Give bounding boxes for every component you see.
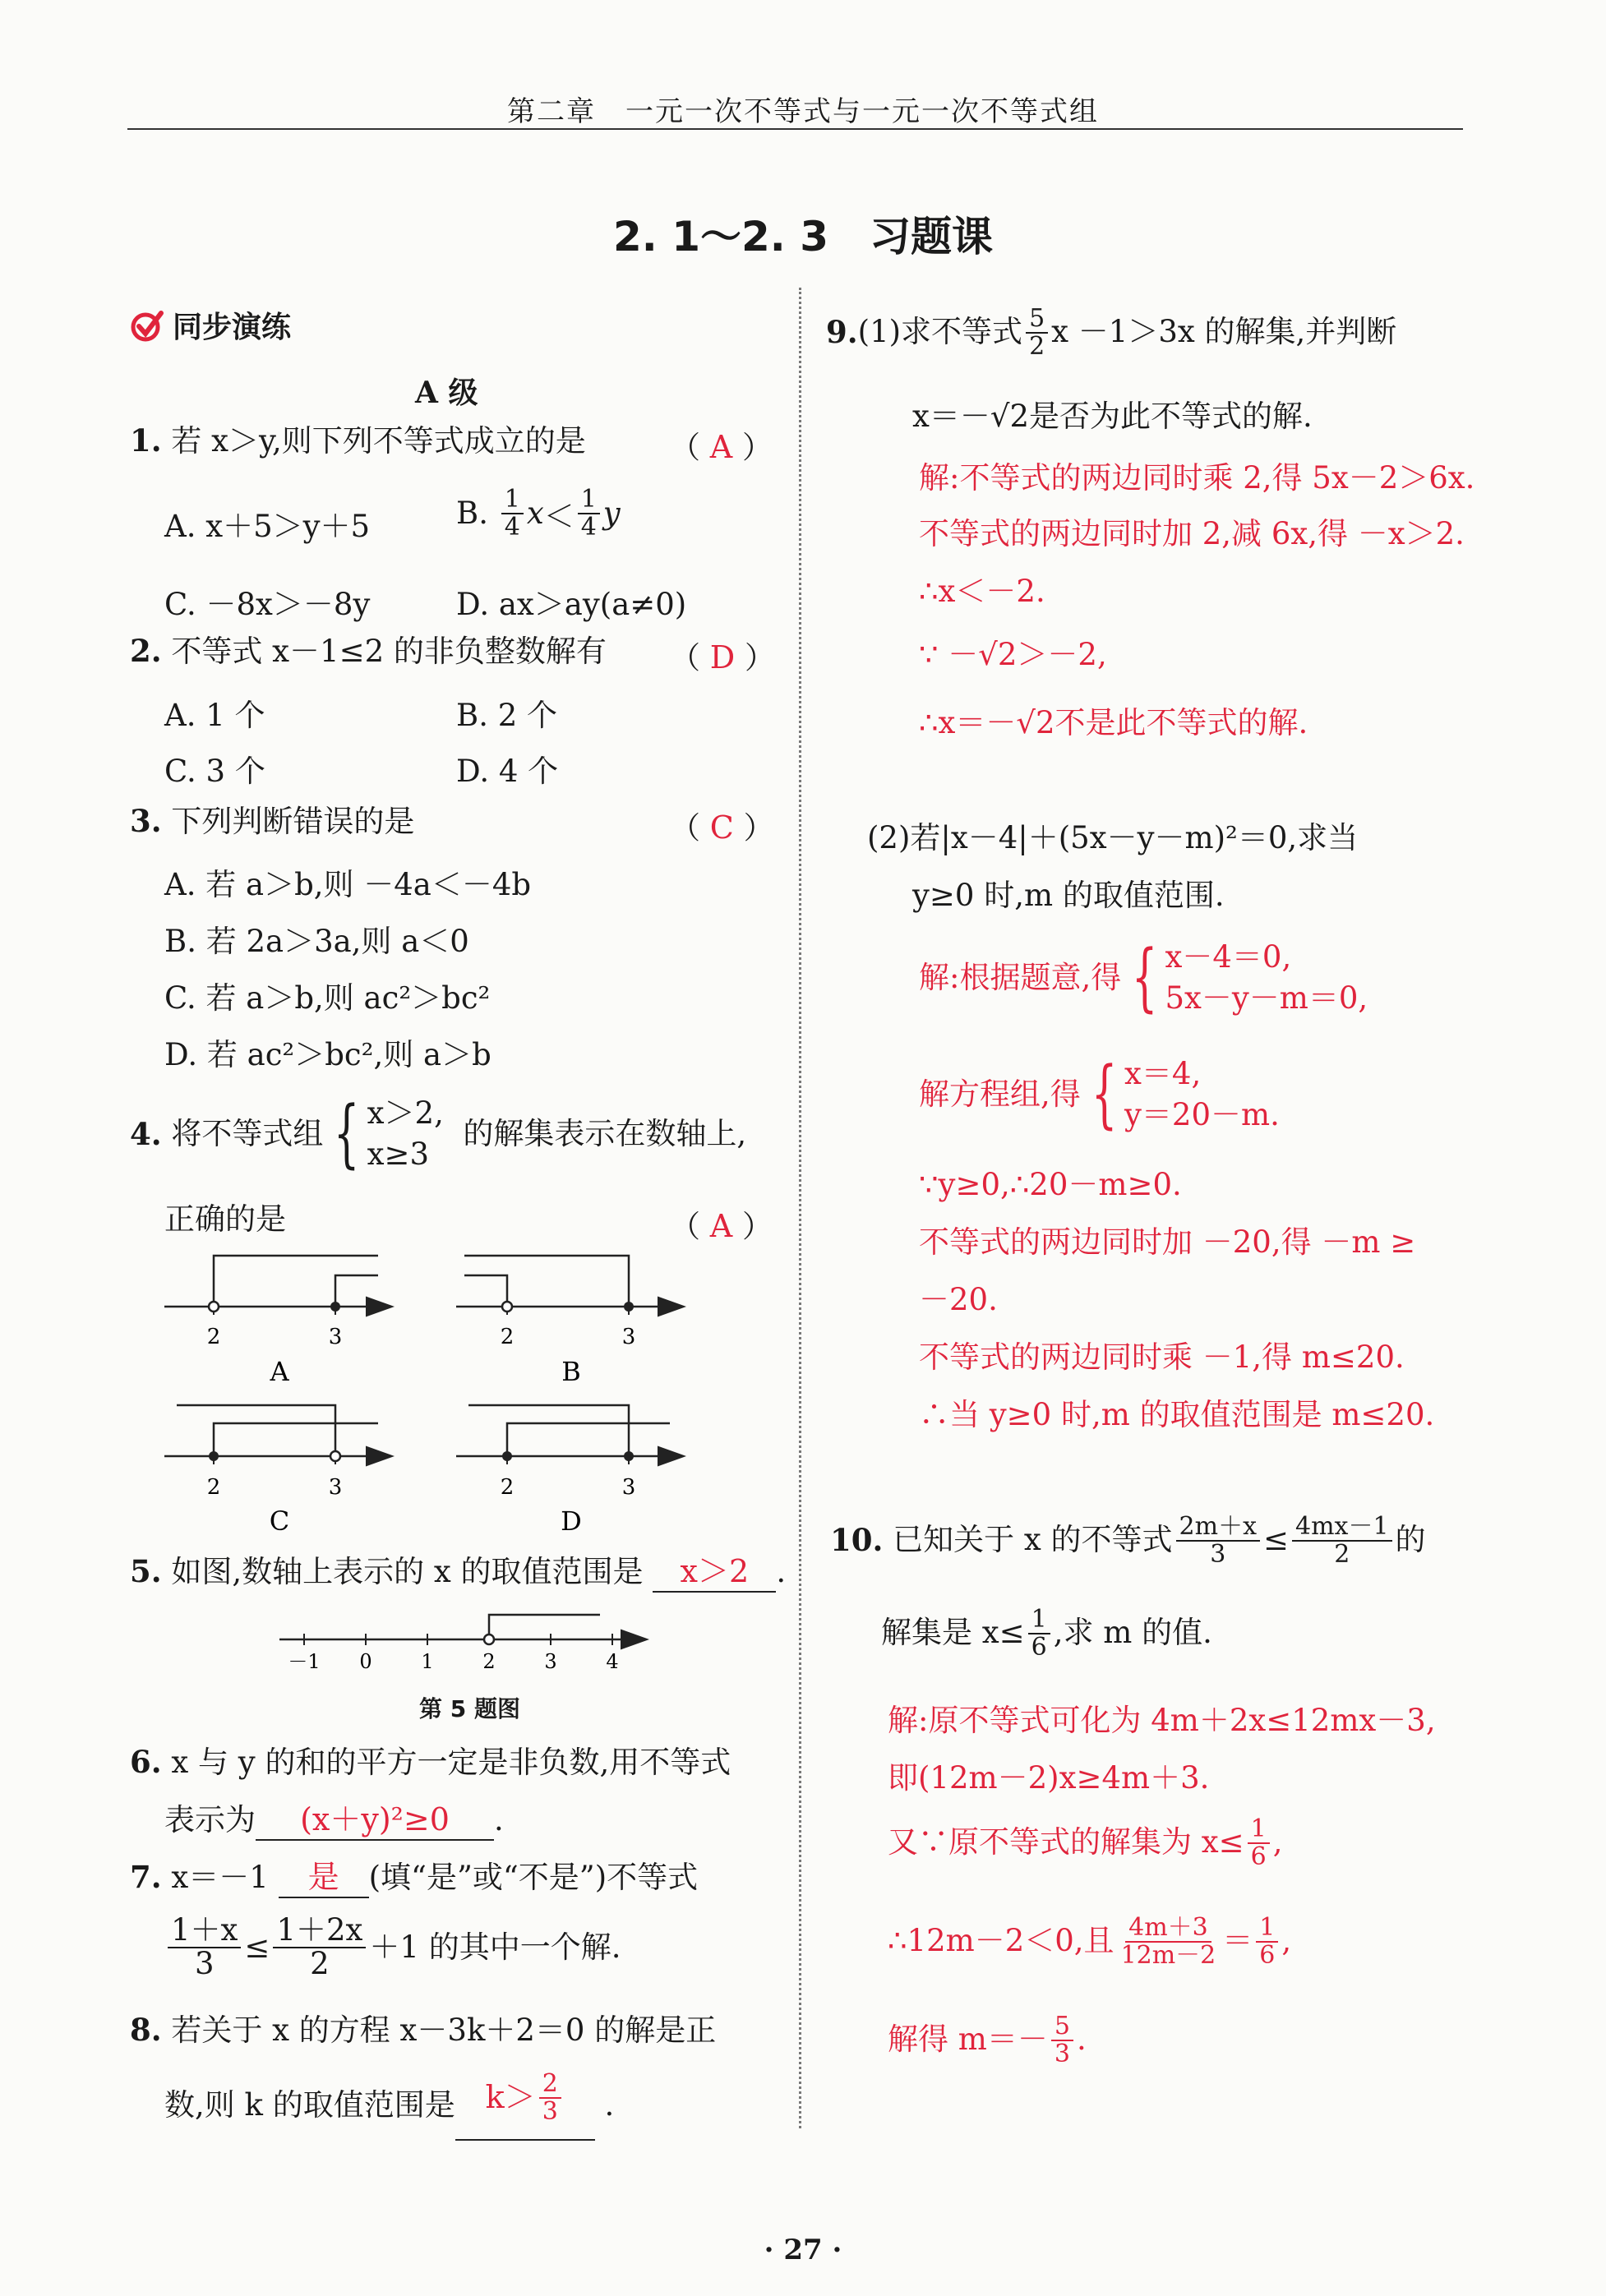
q9-solution-1-line: 不等式的两边同时加 2,减 6x,得 －x＞2.: [919, 516, 1465, 551]
q4-figure-b: [456, 1256, 682, 1387]
q3-stem: [130, 803, 414, 840]
q4-figure-d: [456, 1405, 682, 1537]
q7-text-a: x＝－1: [171, 1860, 269, 1895]
q9-solution-2a-pre: 解:根据题意,得: [919, 959, 1122, 995]
q9-part2-line-1: (2)若|x－4|＋(5x－y－m)²＝0,求当: [867, 820, 1359, 855]
q8-stem: [130, 2012, 716, 2049]
q1-number: 1.: [130, 422, 162, 459]
q6-text-line-1: x 与 y 的和的平方一定是非负数,用不等式: [171, 1745, 731, 1780]
q8-text-line-1: 若关于 x 的方程 x－3k＋2＝0 的解是正: [171, 2012, 717, 2048]
q1-fraction-2: $\frac{1}{4}$: [578, 486, 600, 540]
q4-system: { x＞2, x≥3: [334, 1090, 444, 1177]
q10-solution-line-3: [888, 1816, 1283, 1870]
q4-label-b: B: [561, 1356, 581, 1387]
q10-solution-line-5: [888, 2013, 1087, 2067]
q10-solution-4-post: ,: [1281, 1923, 1292, 1959]
q8-text-line-2: 数,则 k 的取值范围是: [164, 2087, 455, 2123]
q9-solution-2-line: ∴当 y≥0 时,m 的取值范围是 m≤20.: [919, 1397, 1435, 1432]
q2-text: 不等式 x－1≤2 的非负整数解有: [171, 634, 607, 669]
q10-solution-5-post: .: [1076, 2022, 1087, 2058]
q5-number-line: [271, 1602, 666, 1676]
q10-solution-3-pre: 又∵原不等式的解集为 x≤: [888, 1824, 1244, 1860]
q10-text-post: 的: [1395, 1522, 1426, 1558]
q1-option-c: C. －8x＞－8y: [164, 587, 371, 622]
q4-number: 4.: [130, 1115, 162, 1152]
section-label: 同步演练: [173, 311, 292, 344]
q5-tick: 0: [359, 1650, 372, 1673]
q10-fraction-2: $\frac{4mx-1}{2}$: [1292, 1514, 1392, 1567]
q3-number: 3.: [130, 803, 162, 839]
q2-option-a: A. 1 个: [164, 698, 265, 733]
q9-number: 9.: [826, 314, 858, 351]
q4-label-d: D: [561, 1505, 582, 1537]
q10-solution-4-eq: ＝: [1222, 1923, 1253, 1959]
q9-solution-2a: [919, 934, 1368, 1021]
q3-answer-box: （ C ）: [670, 809, 774, 846]
q5-stem: 5. 如图,数轴上表示的 x 的取值范围是 x＞2 .: [130, 1553, 786, 1593]
q3-option-a: A. 若 a＞b,则 －4a＜－4b: [164, 867, 532, 902]
q3-answer: C: [709, 809, 734, 846]
q4-figure-a: [164, 1256, 390, 1387]
q2-option-d: D. 4 个: [456, 754, 559, 789]
q3-option-b: B. 若 2a＞3a,则 a＜0: [164, 924, 469, 959]
q1-stem: [130, 422, 586, 459]
q4-system-line-1: x＞2,: [367, 1095, 444, 1131]
q4-number-line-figures: [156, 1241, 781, 1545]
q10-solution-fraction: $\frac{1}{6}$: [1256, 1915, 1278, 1968]
q7-number: 7.: [130, 1859, 162, 1895]
q4-system-line-2: x≥3: [367, 1136, 430, 1172]
page-number: · 27 ·: [764, 2234, 842, 2266]
q7-stem: [130, 1859, 698, 1898]
q6-number: 6.: [130, 1744, 162, 1780]
q9-part1-pre: (1)求不等式: [857, 314, 1023, 350]
q5-answer: x＞2: [653, 1553, 776, 1593]
q4-c-tick-3: 3: [328, 1475, 343, 1500]
q7-fraction-2: $\frac{1+2x}{2}$: [273, 1915, 366, 1980]
q7-line-2: $\frac{1+x}{3}$ ≤ $\frac{1+2x}{2}$ ＋1 的其中一个解.: [164, 1915, 621, 1980]
q5-number: 5.: [130, 1553, 162, 1589]
q9-part2-line-2: y≥0 时,m 的取值范围.: [912, 878, 1225, 913]
q8-answer: [455, 2071, 595, 2141]
q4-c-tick-2: 2: [206, 1475, 221, 1500]
q10-fraction-3: $\frac{1}{6}$: [1028, 1607, 1050, 1660]
q5-tick: －1: [288, 1650, 321, 1673]
checkmark-icon: [130, 308, 164, 343]
q4-d-tick-2: 2: [500, 1475, 515, 1500]
q10-solution-fraction: $\frac{5}{3}$: [1051, 2013, 1073, 2067]
q5-tick: 3: [544, 1650, 557, 1673]
q4-text-line-2: 正确的是: [164, 1201, 286, 1237]
q6-line-2: 表示为 (x＋y)²≥0 .: [164, 1801, 504, 1841]
q10-solution-fraction: $\frac{1}{6}$: [1248, 1816, 1270, 1870]
q8-answer-text: k＞: [485, 2078, 536, 2115]
q7-text-line-2: ＋1 的其中一个解.: [369, 1929, 621, 1965]
q4-figure-c: [164, 1405, 390, 1537]
q10-solution-line-1: 解:原不等式可化为 4m＋2x≤12mx－3,: [888, 1703, 1436, 1738]
page-title: 2. 1～2. 3 习题课: [613, 213, 993, 260]
q10-solution-4-pre: ∴12m－2＜0,且: [888, 1923, 1115, 1959]
q9-solution-2-line: 不等式的两边同时乘 －1,得 m≤20.: [919, 1339, 1405, 1375]
q4-label-a: A: [270, 1356, 289, 1387]
q1-option-b: B. $\frac{1}{4}$ x ＜ $\frac{1}{4}$ y: [456, 485, 621, 542]
q10-solution-fraction: $\frac{4m+3}{12m-2}$: [1120, 1913, 1216, 1970]
q10-solution-5-pre: 解得 m＝－: [888, 2022, 1048, 2058]
q10-line-2-pre: 解集是 x≤: [881, 1615, 1025, 1651]
q4-b-tick-2: 2: [500, 1325, 515, 1349]
q5-caption: 第 5 题图: [419, 1695, 520, 1722]
level-heading: A 级: [415, 376, 478, 410]
q7-text-b: (填“是”或“不是”)不等式: [368, 1860, 699, 1895]
header-rule: [127, 128, 1463, 130]
q4-label-c: C: [269, 1505, 290, 1537]
q4-answer: A: [709, 1208, 733, 1244]
chapter-header: 第二章 一元一次不等式与一元一次不等式组: [507, 95, 1099, 128]
q9-solution-2b-pre: 解方程组,得: [919, 1076, 1081, 1112]
q3-option-c: C. 若 a＞b,则 ac²＞bc²: [164, 980, 491, 1016]
q9-solution-2-line: ∵y≥0,∴20－m≥0.: [919, 1167, 1182, 1202]
q7-fraction-1: $\frac{1+x}{3}$: [168, 1915, 241, 1980]
q2-option-c: C. 3 个: [164, 754, 265, 789]
q4-a-tick-3: 3: [328, 1325, 343, 1349]
q2-option-b: B. 2 个: [456, 698, 558, 733]
q9-fraction: $\frac{5}{2}$: [1026, 306, 1048, 359]
q7-answer: 是: [279, 1859, 369, 1898]
q4-b-tick-3: 3: [621, 1325, 636, 1349]
q9-solution-2-line: －20.: [919, 1282, 998, 1317]
q4-d-tick-3: 3: [621, 1475, 636, 1500]
q9-solution-1-line: ∴x＝－√2不是此不等式的解.: [919, 705, 1308, 740]
q10-line-2-post: ,求 m 的值.: [1053, 1615, 1212, 1651]
q2-number: 2.: [130, 633, 162, 669]
q8-answer-fraction: $\frac{2}{3}$: [539, 2071, 561, 2124]
section-heading: [130, 304, 291, 346]
q9-stem: [826, 306, 1396, 359]
q9-solution-2b: [919, 1050, 1280, 1137]
q1-option-b-label: B.: [456, 496, 488, 531]
q2-answer: D: [709, 639, 736, 675]
q1-answer-box: （ A ）: [670, 429, 773, 465]
q5-text: 如图,数轴上表示的 x 的取值范围是: [171, 1554, 644, 1589]
q8-line-2: 数,则 k 的取值范围是 k＞ $\frac{2}{3}$ .: [164, 2071, 614, 2141]
q9-part1-post: x －1＞3x 的解集,并判断: [1051, 314, 1397, 350]
q9-solution-1-line: ∴x＜－2.: [919, 574, 1045, 609]
q9-solution-2-line: 不等式的两边同时加 －20,得 －m ≥: [919, 1224, 1416, 1260]
q3-option-d: D. 若 ac²＞bc²,则 a＞b: [164, 1037, 491, 1072]
q6-answer: (x＋y)²≥0: [256, 1801, 494, 1841]
q1-text: 若 x＞y,则下列不等式成立的是: [171, 423, 586, 459]
q5-tick: 2: [482, 1650, 496, 1673]
q1-fraction-1: $\frac{1}{4}$: [501, 486, 524, 540]
q5-tick: 4: [606, 1650, 619, 1673]
q10-number: 10.: [830, 1522, 884, 1559]
q4-text-pre: 将不等式组: [171, 1115, 324, 1151]
q10-text-pre: 已知关于 x 的不等式: [893, 1522, 1173, 1558]
q9-solution-1-line: ∵ －√2＞－2,: [919, 637, 1107, 672]
q3-text: 下列判断错误的是: [171, 804, 415, 839]
q4-answer-box: （ A ）: [670, 1208, 773, 1244]
q10-fraction-1: $\frac{2m+x}{3}$: [1176, 1514, 1260, 1567]
q10-solution-line-2: 即(12m－2)x≥4m＋3.: [888, 1760, 1210, 1796]
q2-answer-box: （ D ）: [670, 639, 775, 675]
q4-a-tick-2: 2: [206, 1325, 221, 1349]
q9-solution-1-line: 解:不等式的两边同时乘 2,得 5x－2＞6x.: [919, 460, 1475, 496]
q1-answer: A: [709, 429, 733, 465]
q5-tick: 1: [421, 1650, 434, 1673]
q6-text-line-2: 表示为: [164, 1802, 256, 1837]
q1-option-d: D. ax＞ay(a≠0): [456, 587, 687, 622]
q9-part1-line-2: x＝－√2是否为此不等式的解.: [912, 399, 1313, 434]
column-divider: [799, 288, 801, 2128]
q10-solution-line-4: [888, 1915, 1291, 1968]
q10-stem: 10. 已知关于 x 的不等式 $\frac{2m+x}{3}$ ≤ $\frac{4mx-1}{2}$ 的: [830, 1512, 1426, 1569]
q8-number: 8.: [130, 2012, 162, 2048]
q10-solution-3-post: ,: [1272, 1824, 1283, 1860]
q4-stem: [130, 1090, 747, 1177]
q10-line-2: [881, 1607, 1212, 1660]
q9-system-1: { x－4＝0, 5x－y－m＝0,: [1132, 934, 1368, 1021]
q6-stem: [130, 1744, 731, 1781]
q2-stem: [130, 633, 607, 670]
q1-option-a: A. x＋5＞y＋5: [164, 509, 371, 544]
q9-system-2: { x＝4, y＝20－m.: [1091, 1050, 1280, 1137]
q4-text-post: 的解集表示在数轴上,: [463, 1115, 747, 1151]
